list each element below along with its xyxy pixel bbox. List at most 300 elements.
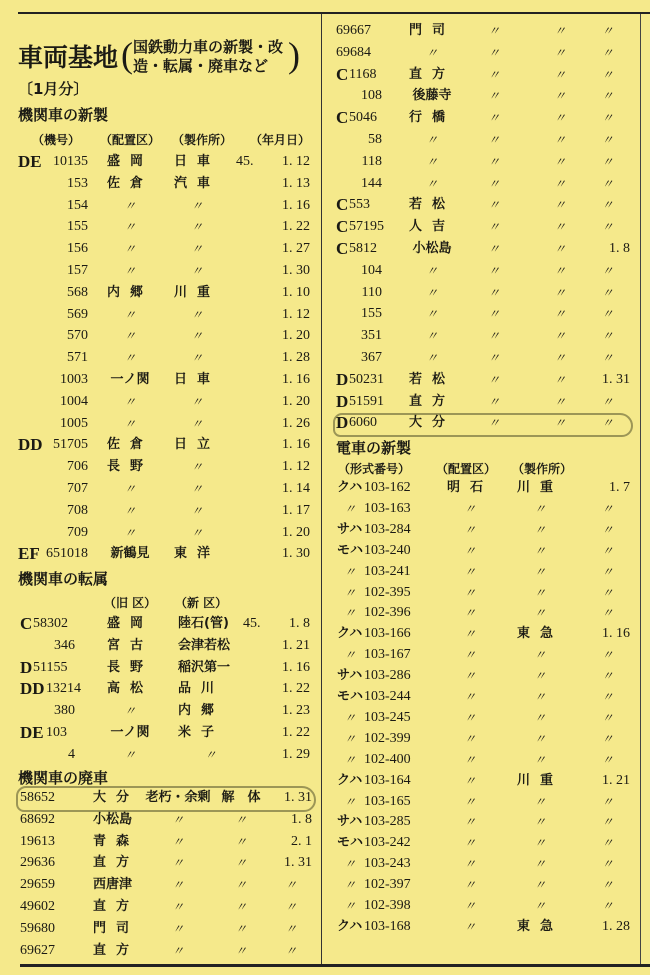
- date-cell: 1. 23: [282, 703, 310, 719]
- number-cell: 13214: [46, 681, 81, 697]
- number-cell: 103-165: [364, 793, 411, 809]
- class-prefix: DE: [20, 723, 44, 742]
- area-cell: 〃: [463, 919, 476, 934]
- area-cell: 〃: [463, 648, 476, 663]
- number-cell: 69627: [20, 942, 55, 958]
- reason-cell: 〃: [487, 242, 500, 256]
- table-row: [0, 707, 650, 729]
- new-cell: 陸石(管): [178, 616, 229, 631]
- table-row: [0, 477, 650, 499]
- area-cell: 〃: [123, 220, 136, 235]
- number-cell: 57195: [349, 219, 384, 235]
- area-cell: 〃: [463, 690, 476, 704]
- number-cell: 103-162: [364, 480, 411, 495]
- number-cell: 709: [67, 524, 88, 540]
- number-cell: 707: [67, 481, 88, 496]
- year-cell: 45.: [243, 616, 261, 631]
- method-cell: 解 体: [221, 790, 261, 805]
- class-prefix: D: [20, 657, 33, 677]
- reason-cell: 〃: [487, 133, 500, 147]
- number-cell: 102-396: [364, 605, 411, 621]
- col-header-maker: （製作所）: [172, 133, 233, 147]
- date-cell: 1. 8: [609, 241, 630, 256]
- table-row: [0, 173, 650, 195]
- table-row: [0, 194, 650, 216]
- new-cell: 稲沢第一: [178, 659, 231, 675]
- area-cell: 〃: [463, 522, 476, 537]
- area-cell: 後藤寺: [412, 88, 452, 104]
- number-cell: 103-166: [364, 626, 411, 642]
- page-title: 車両基地: [18, 43, 119, 72]
- reason-cell: 〃: [171, 900, 184, 914]
- table-row: [0, 369, 650, 391]
- date-cell: 〃: [601, 752, 614, 767]
- number-cell: 104: [361, 262, 382, 278]
- col-header-new-area: （新 区）: [175, 596, 228, 610]
- area-cell: 直方: [93, 899, 140, 914]
- area-cell: 〃: [425, 154, 438, 169]
- date-cell: 1. 17: [282, 502, 310, 518]
- date-cell: 1. 7: [609, 480, 630, 495]
- number-cell: 346: [54, 637, 75, 653]
- date-cell: 1. 16: [282, 372, 310, 387]
- date-cell: 1. 12: [282, 306, 310, 322]
- type-cell: サハ: [337, 521, 363, 537]
- maker-cell: 〃: [533, 857, 546, 872]
- table-row: [0, 498, 650, 520]
- class-prefix: D: [336, 369, 349, 389]
- reason-cell: 〃: [487, 394, 500, 409]
- date-cell: 〃: [601, 815, 614, 830]
- method-cell: 〃: [234, 856, 247, 871]
- date-cell: 〃: [601, 154, 614, 169]
- type-cell: クハ: [337, 772, 363, 788]
- number-cell: 19613: [20, 833, 55, 849]
- date-cell: 〃: [601, 585, 614, 600]
- area-cell: 内郷: [106, 284, 153, 300]
- reason-cell: 〃: [487, 198, 500, 213]
- date-cell: 〃: [284, 878, 297, 893]
- date-cell: 〃: [601, 543, 614, 558]
- date-cell: 〃: [601, 522, 614, 537]
- reason-cell: 〃: [487, 154, 500, 169]
- table-row: [0, 582, 650, 604]
- top-rule: [18, 12, 650, 14]
- new-cell: 品川: [178, 681, 225, 697]
- number-cell: 156: [67, 241, 88, 257]
- number-cell: 102-395: [364, 584, 411, 600]
- number-cell: 118: [361, 153, 382, 169]
- maker-cell: 〃: [533, 836, 546, 851]
- date-cell: 〃: [601, 416, 614, 431]
- maker-cell: 〃: [533, 752, 546, 767]
- number-cell: 102-398: [364, 898, 411, 913]
- method-cell: 〃: [553, 329, 566, 344]
- class-prefix: D: [336, 391, 349, 411]
- area-cell: 〃: [425, 45, 438, 60]
- number-cell: 155: [361, 306, 382, 322]
- area-cell: 〃: [425, 263, 438, 278]
- date-cell: 〃: [601, 648, 614, 663]
- maker-cell: 〃: [190, 460, 203, 475]
- type-cell: 〃: [343, 501, 356, 516]
- date-cell: 1. 22: [282, 219, 310, 235]
- class-prefix: C: [336, 64, 349, 84]
- area-cell: 〃: [463, 710, 476, 725]
- maker-cell: 〃: [190, 416, 203, 431]
- col-header-area: （配置区）: [100, 133, 161, 147]
- method-cell: 〃: [553, 394, 566, 409]
- number-cell: 69667: [336, 23, 371, 38]
- reason-cell: 〃: [171, 834, 184, 849]
- date-cell: 〃: [601, 329, 614, 344]
- method-cell: 〃: [234, 943, 247, 958]
- method-cell: 〃: [553, 67, 566, 82]
- method-cell: 〃: [553, 263, 566, 278]
- number-cell: 1003: [60, 372, 88, 387]
- table-row: [0, 412, 650, 434]
- date-cell: 1. 31: [284, 790, 312, 805]
- number-cell: 59680: [20, 920, 55, 936]
- reason-cell: 〃: [171, 812, 184, 827]
- number-cell: 68692: [20, 811, 55, 827]
- area-cell: 〃: [123, 329, 136, 344]
- class-prefix: D: [336, 413, 349, 433]
- date-cell: 〃: [284, 900, 297, 914]
- maker-cell: 〃: [533, 564, 546, 579]
- number-cell: 1004: [60, 393, 88, 409]
- area-cell: 〃: [463, 794, 476, 809]
- new-cell: 米子: [178, 725, 225, 740]
- date-cell: 〃: [601, 857, 614, 872]
- area-cell: 門司: [408, 23, 455, 38]
- reason-cell: 〃: [487, 307, 500, 322]
- maker-cell: 川重: [173, 284, 220, 300]
- area-cell: 〃: [463, 857, 476, 872]
- reason-cell: 〃: [487, 176, 500, 191]
- number-cell: 51155: [33, 659, 68, 675]
- area-cell: 小松島: [93, 811, 133, 827]
- reason-cell: 〃: [487, 329, 500, 344]
- reason-cell: 老朽・余剰: [145, 790, 211, 805]
- number-cell: 103: [46, 725, 67, 740]
- area-cell: 新鶴見: [110, 546, 150, 562]
- area-cell: 〃: [463, 836, 476, 851]
- method-cell: 〃: [553, 89, 566, 104]
- date-cell: 〃: [601, 198, 614, 213]
- old-cell: 長野: [106, 659, 153, 675]
- table-row: [0, 85, 650, 107]
- maker-cell: 〃: [190, 525, 203, 540]
- number-cell: 571: [67, 350, 88, 366]
- col-header-emu-maker: （製作所）: [512, 462, 573, 476]
- number-cell: 102-400: [364, 751, 411, 767]
- maker-cell: 〃: [533, 669, 546, 684]
- maker-cell: 〃: [190, 198, 203, 213]
- old-cell: 宮古: [106, 637, 153, 653]
- table-row: [0, 895, 650, 917]
- method-cell: 〃: [234, 878, 247, 893]
- maker-cell: 〃: [533, 710, 546, 725]
- number-cell: 110: [361, 284, 382, 300]
- date-cell: 2. 1: [291, 833, 312, 849]
- date-cell: 1. 16: [282, 197, 310, 213]
- date-cell: 〃: [601, 606, 614, 621]
- open-paren: (: [121, 35, 133, 75]
- reason-cell: 〃: [487, 263, 500, 278]
- table-row: [0, 151, 650, 173]
- number-cell: 1005: [60, 415, 88, 431]
- date-cell: 1. 30: [282, 546, 310, 562]
- area-cell: 〃: [123, 416, 136, 431]
- number-cell: 103-286: [364, 668, 411, 684]
- number-cell: 103-284: [364, 521, 411, 537]
- date-cell: 1. 12: [282, 459, 310, 475]
- method-cell: 〃: [553, 307, 566, 322]
- year-cell: 45.: [236, 154, 254, 169]
- new-cell: 内郷: [178, 703, 225, 719]
- method-cell: 〃: [553, 242, 566, 256]
- reason-cell: 〃: [487, 67, 500, 82]
- area-cell: 佐倉: [106, 175, 153, 191]
- area-cell: 行橋: [408, 110, 455, 126]
- number-cell: 103-285: [364, 814, 411, 830]
- reason-cell: 〃: [487, 111, 500, 126]
- table-row: [0, 107, 650, 129]
- table-row: [0, 623, 650, 645]
- type-cell: 〃: [343, 585, 356, 600]
- class-prefix: C: [336, 108, 349, 128]
- maker-cell: 〃: [190, 351, 203, 366]
- number-cell: 553: [349, 197, 370, 213]
- maker-cell: 〃: [533, 585, 546, 600]
- type-cell: 〃: [343, 564, 356, 579]
- maker-cell: 〃: [533, 501, 546, 516]
- old-cell: 〃: [123, 704, 136, 719]
- number-cell: 58302: [33, 616, 68, 631]
- maker-cell: 汽車: [173, 175, 220, 191]
- maker-cell: 日立: [173, 437, 220, 453]
- area-cell: 西唐津: [93, 877, 133, 893]
- col-header-number: （機号）: [32, 133, 81, 147]
- table-row: [0, 129, 650, 151]
- date-cell: 〃: [601, 710, 614, 725]
- area-cell: 直方: [408, 66, 455, 82]
- reason-cell: 〃: [487, 45, 500, 60]
- col-header-type: （形式番号）: [338, 462, 411, 476]
- method-cell: 〃: [553, 24, 566, 38]
- class-prefix: DD: [20, 679, 45, 699]
- date-cell: 1. 12: [282, 154, 310, 169]
- number-cell: 51591: [349, 393, 384, 409]
- area-cell: 大分: [93, 790, 140, 805]
- number-cell: 49602: [20, 899, 55, 914]
- area-cell: 〃: [123, 307, 136, 322]
- type-cell: 〃: [343, 606, 356, 621]
- area-cell: 〃: [123, 242, 136, 257]
- number-cell: 1168: [349, 66, 377, 82]
- method-cell: 〃: [234, 834, 247, 849]
- number-cell: 155: [67, 219, 88, 235]
- area-cell: 〃: [123, 351, 136, 366]
- maker-cell: 東急: [516, 918, 563, 934]
- type-cell: クハ: [337, 626, 363, 642]
- number-cell: 351: [361, 328, 382, 344]
- type-cell: サハ: [337, 814, 363, 830]
- maker-cell: 〃: [533, 878, 546, 893]
- date-cell: 1. 8: [291, 811, 312, 827]
- date-cell: 1. 31: [602, 371, 630, 387]
- area-cell: 明石: [446, 480, 493, 495]
- area-cell: 〃: [463, 606, 476, 621]
- maker-cell: 〃: [190, 220, 203, 235]
- number-cell: 102-399: [364, 730, 411, 746]
- table-row: [0, 770, 650, 792]
- class-prefix: DD: [18, 435, 43, 455]
- area-cell: 若松: [408, 371, 455, 387]
- area-cell: 〃: [425, 307, 438, 322]
- area-cell: 盛岡: [106, 154, 153, 169]
- date-cell: 1. 21: [282, 637, 310, 653]
- type-cell: モハ: [337, 542, 364, 558]
- maker-cell: 〃: [533, 522, 546, 537]
- table-row: [0, 42, 650, 64]
- heading-new-emu: 電車の新製: [336, 439, 412, 457]
- number-cell: 51705: [53, 437, 88, 453]
- type-cell: モハ: [337, 689, 364, 704]
- date-cell: 1. 20: [282, 524, 310, 540]
- bottom-rule: [20, 964, 650, 967]
- date-cell: 〃: [601, 24, 614, 38]
- table-row: [0, 832, 650, 854]
- method-cell: 〃: [553, 220, 566, 235]
- maker-cell: 〃: [533, 899, 546, 913]
- table-row: [0, 853, 650, 875]
- area-cell: 〃: [463, 899, 476, 913]
- new-cell: 〃: [204, 747, 217, 762]
- number-cell: 102-397: [364, 877, 411, 893]
- table-row: [0, 238, 650, 260]
- method-cell: 〃: [234, 921, 247, 936]
- type-cell: クハ: [337, 918, 363, 934]
- table-row: [0, 303, 650, 325]
- number-cell: 568: [67, 284, 88, 300]
- table-row: [0, 686, 650, 708]
- number-cell: 651018: [46, 546, 88, 562]
- table-row: [0, 391, 650, 413]
- area-cell: 〃: [123, 264, 136, 278]
- number-cell: 103-241: [364, 563, 411, 579]
- area-cell: 門司: [93, 920, 140, 936]
- number-cell: 103-244: [364, 689, 411, 704]
- area-cell: 〃: [123, 482, 136, 496]
- number-cell: 103-243: [364, 856, 411, 872]
- area-cell: 長野: [106, 459, 153, 475]
- table-row: [0, 519, 650, 541]
- subtitle-line-1: 国鉄動力車の新製・改: [133, 38, 284, 56]
- date-cell: 〃: [601, 501, 614, 516]
- maker-cell: 東洋: [173, 546, 220, 562]
- number-cell: 69684: [336, 44, 371, 60]
- table-row: [0, 791, 650, 813]
- method-cell: 〃: [553, 198, 566, 213]
- table-row: [0, 325, 650, 347]
- maker-cell: 日車: [173, 372, 220, 387]
- number-cell: 6060: [349, 415, 377, 431]
- date-cell: 〃: [601, 45, 614, 60]
- maker-cell: 日車: [173, 154, 220, 169]
- method-cell: 〃: [553, 154, 566, 169]
- type-cell: 〃: [343, 752, 356, 767]
- area-cell: 〃: [425, 329, 438, 344]
- date-cell: 〃: [601, 263, 614, 278]
- date-cell: 1. 10: [282, 284, 310, 300]
- date-cell: 1. 13: [282, 175, 310, 191]
- table-row: [0, 644, 650, 666]
- table-row: [0, 456, 650, 478]
- subtitle-line-2: 造・転属・廃車など: [133, 57, 269, 75]
- maker-cell: 川重: [516, 772, 563, 788]
- reason-cell: 〃: [487, 351, 500, 365]
- table-row: [0, 811, 650, 833]
- number-cell: 570: [67, 328, 88, 344]
- reason-cell: 〃: [487, 89, 500, 104]
- table-row: [0, 940, 650, 962]
- number-cell: 569: [67, 306, 88, 322]
- table-row: [0, 540, 650, 562]
- maker-cell: 〃: [533, 543, 546, 558]
- type-cell: 〃: [343, 878, 356, 893]
- area-cell: 〃: [463, 878, 476, 893]
- area-cell: 〃: [463, 585, 476, 600]
- date-cell: 〃: [601, 67, 614, 82]
- class-prefix: C: [336, 217, 349, 237]
- heading-scrapped: 機関車の廃車: [18, 769, 109, 787]
- date-cell: 1. 28: [602, 918, 630, 934]
- method-cell: 〃: [553, 133, 566, 147]
- maker-cell: 〃: [190, 329, 203, 344]
- class-prefix: C: [20, 614, 33, 633]
- table-row: [0, 728, 650, 750]
- date-cell: 〃: [601, 351, 614, 365]
- area-cell: 〃: [463, 815, 476, 830]
- maker-cell: 〃: [190, 307, 203, 322]
- number-cell: 58652: [20, 790, 55, 805]
- new-cell: 会津若松: [178, 637, 231, 653]
- date-cell: 1. 22: [282, 681, 310, 697]
- date-cell: 〃: [601, 836, 614, 851]
- date-cell: 〃: [601, 731, 614, 746]
- maker-cell: 〃: [190, 394, 203, 409]
- reason-cell: 〃: [487, 220, 500, 235]
- reason-cell: 〃: [487, 285, 500, 300]
- old-cell: 盛岡: [106, 616, 153, 631]
- method-cell: 〃: [553, 176, 566, 191]
- area-cell: 佐倉: [106, 437, 153, 453]
- date-cell: 1. 16: [602, 626, 630, 642]
- type-cell: 〃: [343, 731, 356, 746]
- date-cell: 1. 14: [282, 481, 310, 496]
- area-cell: 〃: [463, 627, 476, 642]
- area-cell: 〃: [123, 503, 136, 518]
- date-cell: 1. 31: [284, 855, 312, 871]
- number-cell: 103-240: [364, 542, 411, 558]
- date-cell: 1. 22: [282, 725, 310, 740]
- number-cell: 708: [67, 502, 88, 518]
- number-cell: 103-164: [364, 772, 411, 788]
- number-cell: 103-167: [364, 647, 411, 663]
- number-cell: 50231: [349, 371, 384, 387]
